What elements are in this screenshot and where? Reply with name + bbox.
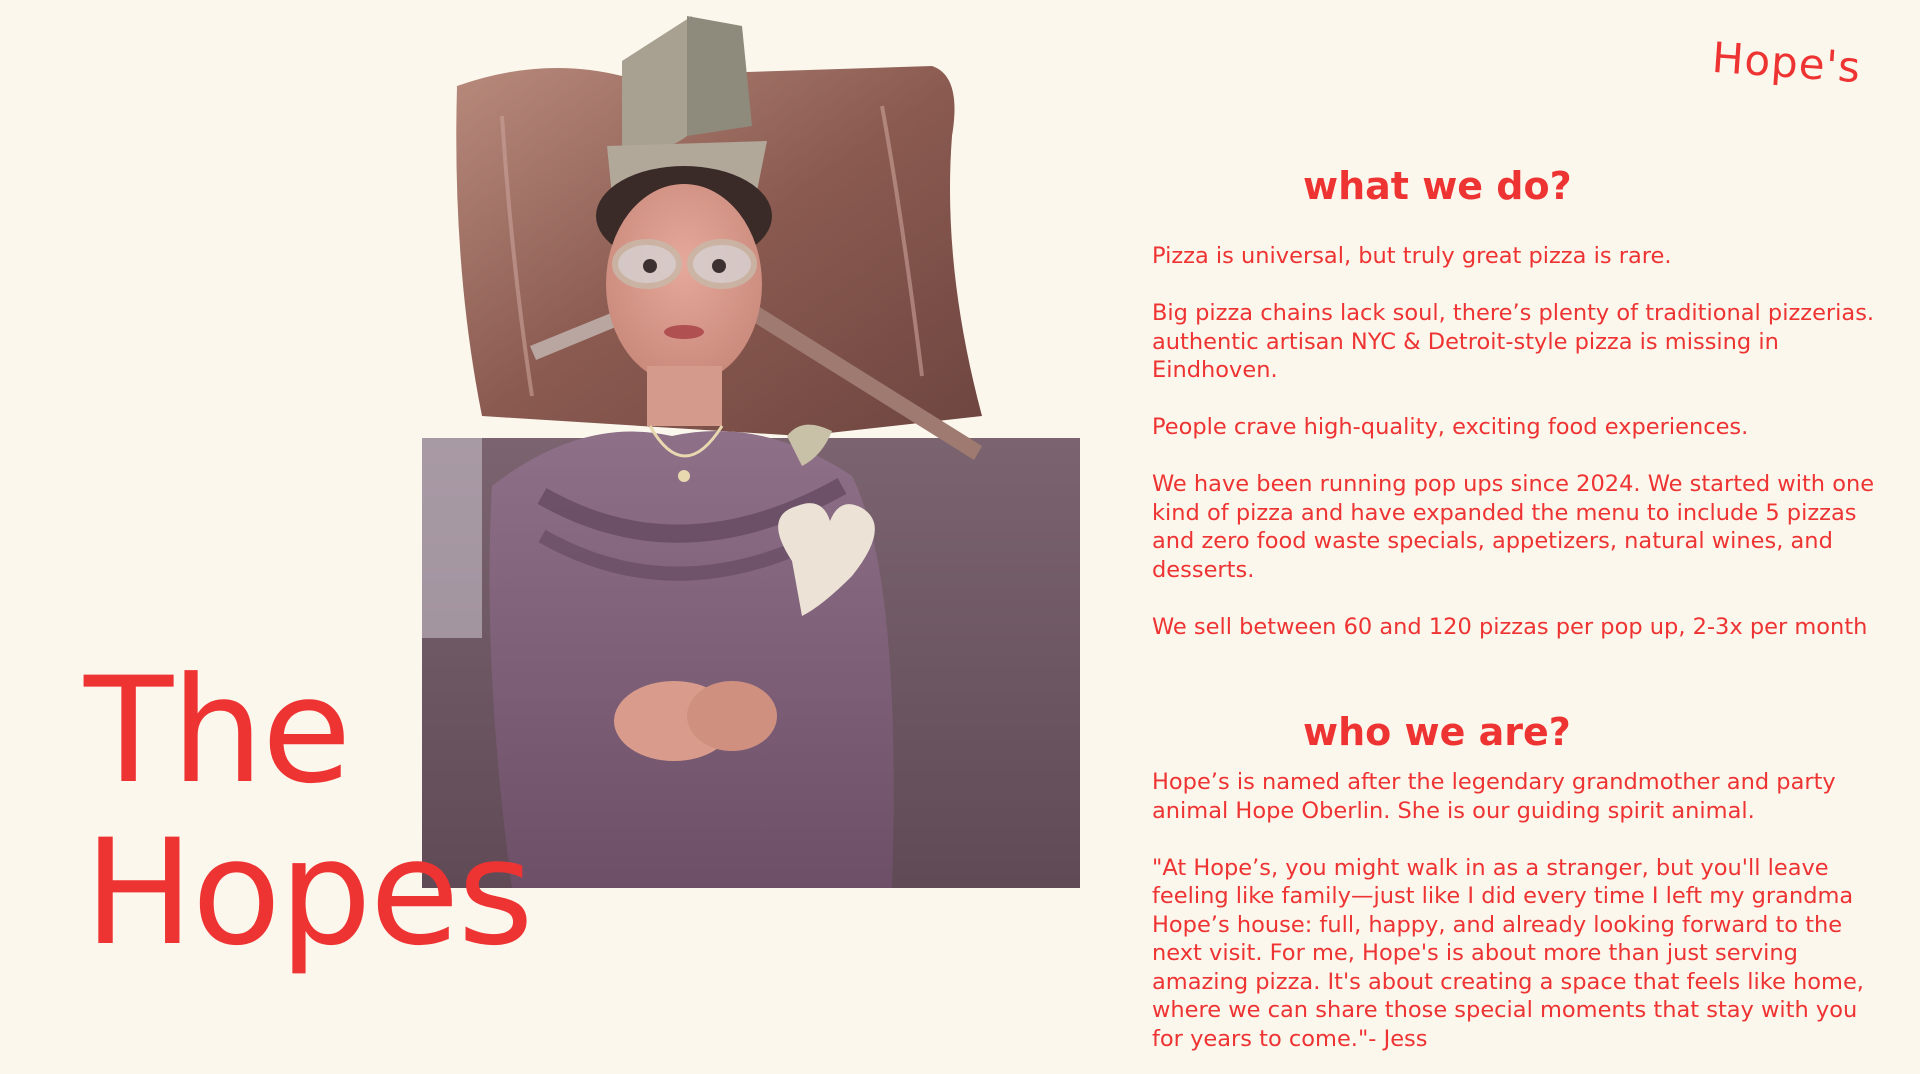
who-we-are-quote: "At Hope’s, you might walk in as a stranger, but you'll leave feeling like family—just like I did every time I left my grandma Hope’s house: full, happy, and already looking forward to the next visit. For me, Hope's is about more than just serving amazing pizza. It's about creating a space that feels like home, where we can share those special moments that stay with you for years to come."- Jess xyxy=(1152,854,1864,1052)
what-we-do-paragraph: People crave high-quality, exciting food experiences. xyxy=(1152,414,1749,440)
what-we-do-text xyxy=(1152,242,1892,641)
brand-logo: Hope's xyxy=(1710,32,1863,93)
page-title xyxy=(84,646,532,978)
what-we-do-paragraph: We have been running pop ups since 2024. We started with one kind of pizza and have expanded the menu to include 5 pizzas and zero food waste specials, appetizers, natural wines, and desserts. xyxy=(1152,471,1875,583)
what-we-do-paragraph: Big pizza chains lack soul, there’s plenty of traditional pizzerias. authentic artisan NYC & Detroit-style pizza is missing in Eindhoven. xyxy=(1152,300,1875,383)
what-we-do-heading: what we do? xyxy=(1303,164,1572,208)
what-we-do-paragraph: Pizza is universal, but truly great pizza is rare. xyxy=(1152,243,1672,269)
who-we-are-paragraph: Hope’s is named after the legendary grandmother and party animal Hope Oberlin. She is our guiding spirit animal. xyxy=(1152,769,1836,824)
page-title-line2: Hopes xyxy=(84,808,532,978)
what-we-do-paragraph: We sell between 60 and 120 pizzas per pop up, 2-3x per month xyxy=(1152,613,1868,640)
who-we-are-heading: who we are? xyxy=(1303,710,1571,754)
who-we-are-text xyxy=(1152,768,1892,1053)
page-title-line1: The xyxy=(84,646,350,816)
